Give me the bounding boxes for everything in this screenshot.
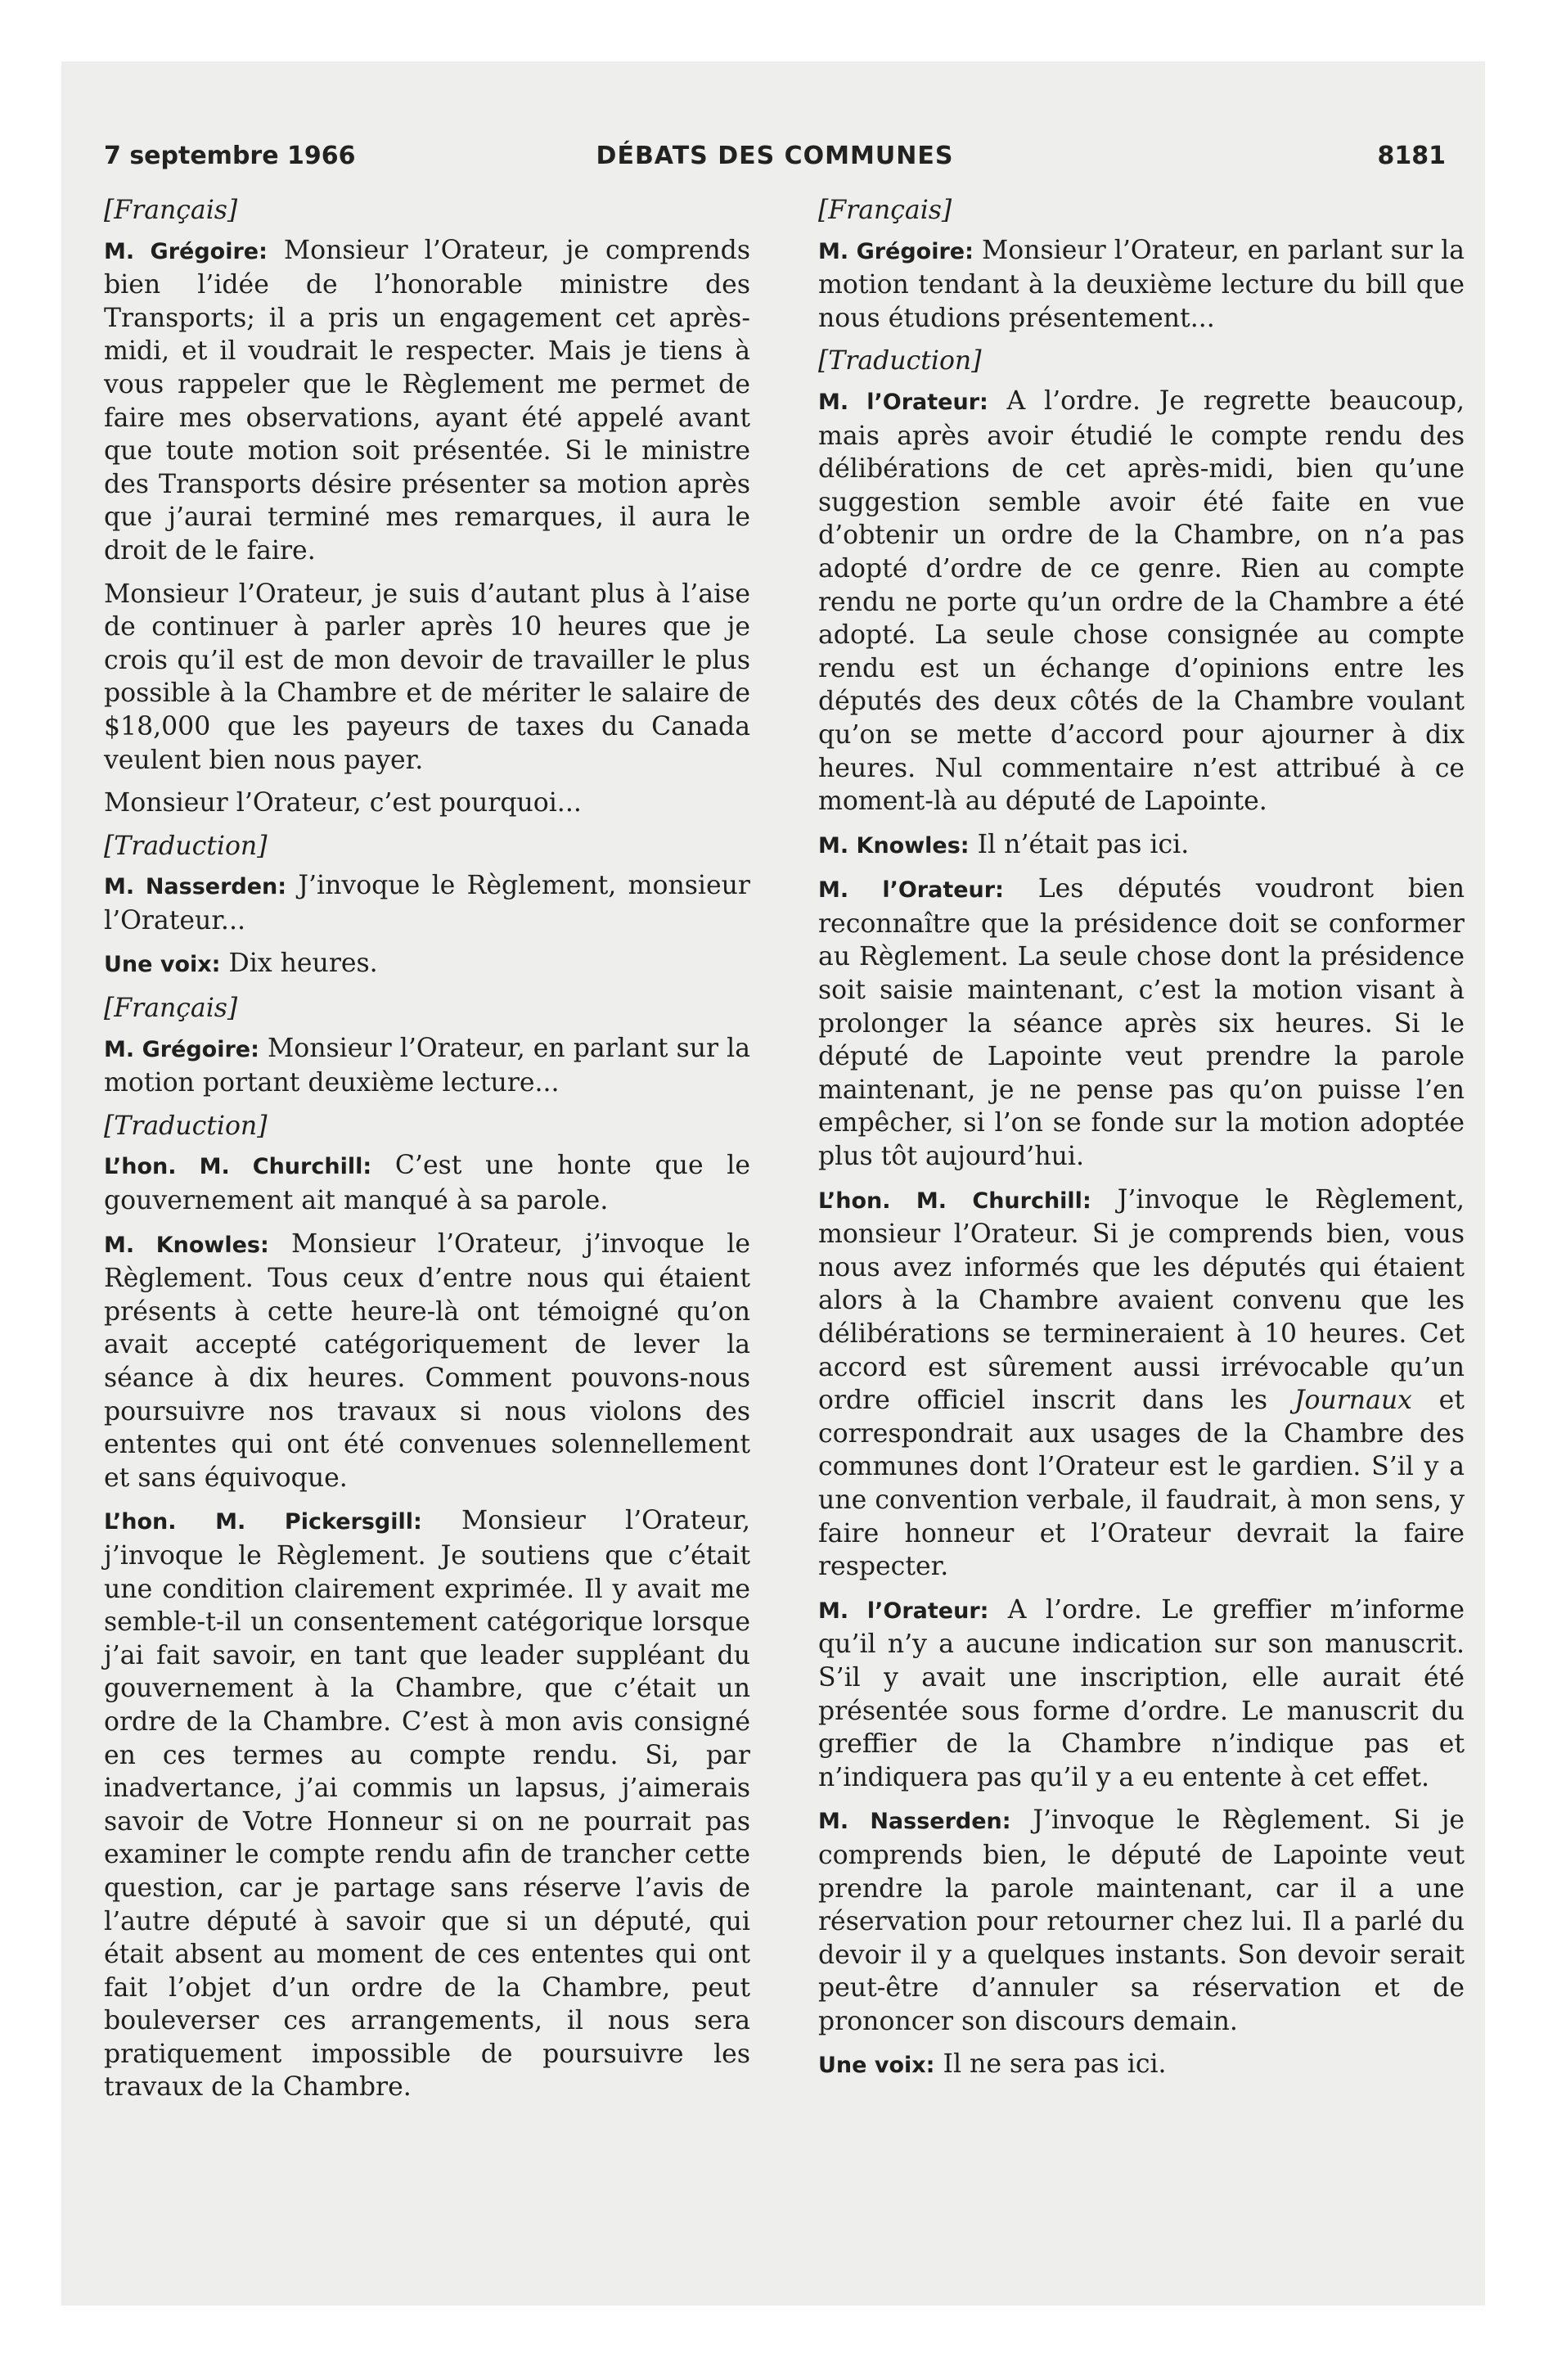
speech-text: Monsieur l’Orateur, en parlant sur la motion portant deuxième lecture... xyxy=(104,1033,751,1098)
speaker-name: L’hon. M. Churchill: xyxy=(104,1154,372,1180)
speech-paragraph xyxy=(104,1149,750,1217)
speaker-name: L’hon. M. Pickersgill: xyxy=(104,1509,422,1535)
speaker-name: M. Knowles: xyxy=(104,1232,269,1258)
page-number: 8181 xyxy=(1377,142,1446,170)
speaker-name: M. Nasserden: xyxy=(818,1809,1011,1835)
speaker-name: L’hon. M. Churchill: xyxy=(818,1188,1091,1214)
header-date: 7 septembre 1966 xyxy=(104,142,356,170)
speech-paragraph xyxy=(818,828,1465,863)
paragraph: Monsieur l’Orateur, je suis d’autant plus à l’aise de continuer à parler après 10 heures que je crois qu’il est de mon devoir de travailler le plus possible à la Chambre et de mériter le salaire de $18,000 que les payeurs de taxes du Canada veulent bien nous payer. xyxy=(104,579,750,775)
speech-paragraph xyxy=(818,872,1465,1173)
speech-text: Monsieur l’Orateur, en parlant sur la motion tendant à la deuxième lecture du bill que nous étudions présentement... xyxy=(818,235,1465,333)
speech-text: J’invoque le Règlement, monsieur l’Orateur. Si je comprends bien, vous nous avez informés que les députés qui étaient alors à la Chambre avaient convenu que les délibérations se termineraient à 10 heures. Cet accord est sûrement aussi irrévocable qu’un ordre officiel inscrit dans les xyxy=(818,1184,1465,1416)
language-tag: [Français] xyxy=(104,196,238,225)
right-column xyxy=(818,194,1465,2093)
language-tag: [Français] xyxy=(104,994,238,1024)
speech-text: Les députés voudront bien reconnaître que la présidence doit se conformer au Règlement. La seule chose dont la présidence soit saisie maintenant, c’est la motion visant à prolonger la séance après six heures. Si le député de Lapointe veut prendre la parole maintenant, je ne pense pas qu’on puisse l’en empêcher, si l’on se fonde sur la motion adoptée plus tôt aujourd’hui. xyxy=(818,874,1465,1172)
speaker-name: M. l’Orateur: xyxy=(818,1598,989,1624)
speech-paragraph xyxy=(818,1804,1465,2038)
speaker-name: M. Knowles: xyxy=(818,832,970,859)
speaker-name: Une voix: xyxy=(104,952,221,978)
speech-text: A l’ordre. Je regrette beaucoup, mais après avoir étudié le compte rendu des délibérations de cet après-midi, bien qu’une suggestion semble avoir été faite en vue d’obtenir un ordre de la Chambre, on n’a pas adopté d’ordre de ce genre. Rien au compte rendu ne porte qu’un ordre de la Chambre a été adopté. La seule chose consignée au compte rendu est un échange d’opinions entre les députés des deux côtés de la Chambre voulant qu’on se mette d’accord pour ajourner à dix heures. Nul commentaire n’est attribué à ce moment-là au député de Lapointe. xyxy=(818,385,1465,817)
speaker-name: M. Grégoire: xyxy=(104,1036,259,1062)
speech-paragraph xyxy=(818,385,1465,818)
speech-paragraph xyxy=(104,947,750,982)
speech-paragraph xyxy=(818,1593,1465,1795)
paragraph: Monsieur l’Orateur, c’est pourquoi... xyxy=(104,788,582,818)
speech-text: Il ne sera pas ici. xyxy=(934,2049,1167,2080)
language-tag: [Français] xyxy=(818,196,952,225)
speech-text: Monsieur l’Orateur, j’invoque le Règlement. Tous ceux d’entre nous qui étaient présents à cette heure-là ont témoigné qu’on avait accepté catégoriquement de lever la séance à dix heures. Comment pouvons-nous poursuivre nos travaux si nous violons des ententes qui ont été convenues solennellement et sans équivoque. xyxy=(104,1228,750,1493)
speech-paragraph xyxy=(104,869,750,937)
language-tag: [Traduction] xyxy=(104,1111,268,1141)
speech-paragraph xyxy=(818,1183,1465,1584)
speaker-name: M. Grégoire: xyxy=(104,238,268,264)
left-column xyxy=(104,194,750,2114)
speech-paragraph xyxy=(104,1504,750,2104)
speaker-name: M. l’Orateur: xyxy=(818,877,1004,904)
speaker-name: Une voix: xyxy=(818,2053,935,2079)
speech-paragraph xyxy=(104,1228,750,1495)
speech-text: Monsieur l’Orateur, j’invoque le Règlement. Je soutiens que c’était une condition clairement exprimée. Il y avait me semble-t-il un consentement catégorique lorsque j’ai fait savoir, en tant que leader suppléant du gouvernement à la Chambre, que c’était un ordre de la Chambre. C’est à mon avis consigné en ces termes au compte rendu. Si, par inadvertance, j’ai commis un lapsus, j’aimerais savoir de Votre Honneur si on ne pourrait pas examiner le compte rendu afin de trancher cette question, car je partage sans réserve l’avis de l’autre député à savoir que si un député, qui était absent au moment de ces ententes qui ont fait l’objet d’un ordre de la Chambre, peut bouleverser ces arrangements, il nous sera pratiquement impossible de poursuivre les travaux de la Chambre. xyxy=(104,1506,750,2103)
speaker-name: M. l’Orateur: xyxy=(818,389,988,415)
speech-text: Dix heures. xyxy=(220,949,378,979)
speech-text: C’est une honte que le gouvernement ait manqué à sa parole. xyxy=(104,1151,750,1216)
header-title: DÉBATS DES COMMUNES xyxy=(596,142,954,170)
speech-paragraph xyxy=(104,234,750,568)
speech-text: J’invoque le Règlement. Si je comprends bien, le député de Lapointe veut prendre la parole maintenant, car il a une réservation pour retourner chez lui. Il a parlé du devoir il y a quelques instants. Son devoir serait peut-être d’annuler sa réservation et de prononcer son discours demain. xyxy=(818,1805,1465,2036)
speech-text: A l’ordre. Le greffier m’informe qu’il n’y a aucune indication sur son manuscrit. S’il y avait une inscription, elle aurait été présentée sous forme d’ordre. Le manuscrit du greffier de la Chambre n’indique pas et n’indiquera pas qu’il y a eu entente à cet effet. xyxy=(818,1594,1465,1792)
language-tag: [Traduction] xyxy=(104,831,268,861)
speech-text: J’invoque le Règlement, monsieur l’Orateur... xyxy=(104,871,750,935)
speaker-name: M. Grégoire: xyxy=(818,238,974,264)
page-header xyxy=(104,142,1446,181)
speech-text: Monsieur l’Orateur, je comprends bien l’idée de l’honorable ministre des Transports; il a pris un engagement cet après-midi, et il voudrait le respecter. Mais je tiens à vous rappeler que le Règlement me permet de faire mes observations, ayant été appelé avant que toute motion soit présentée. Si le ministre des Transports désire présenter sa motion après que j’aurai terminé mes remarques, il aura le droit de le faire. xyxy=(104,235,750,566)
speech-text-tail: et correspondrait aux usages de la Chambre des communes dont l’Orateur est le gardien. S’il y a une convention verbale, il faudrait, à mon sens, y faire honneur et l’Orateur devrait la faire respecter. xyxy=(818,1386,1465,1582)
speech-paragraph xyxy=(818,234,1465,336)
speech-text: Il n’était pas ici. xyxy=(969,829,1190,859)
language-tag: [Traduction] xyxy=(818,346,982,376)
speech-paragraph xyxy=(104,1032,750,1100)
page-scan xyxy=(61,61,1485,2306)
journal-title: Journaux xyxy=(1294,1386,1412,1416)
speech-paragraph xyxy=(818,2048,1465,2083)
speaker-name: M. Nasserden: xyxy=(104,874,287,900)
